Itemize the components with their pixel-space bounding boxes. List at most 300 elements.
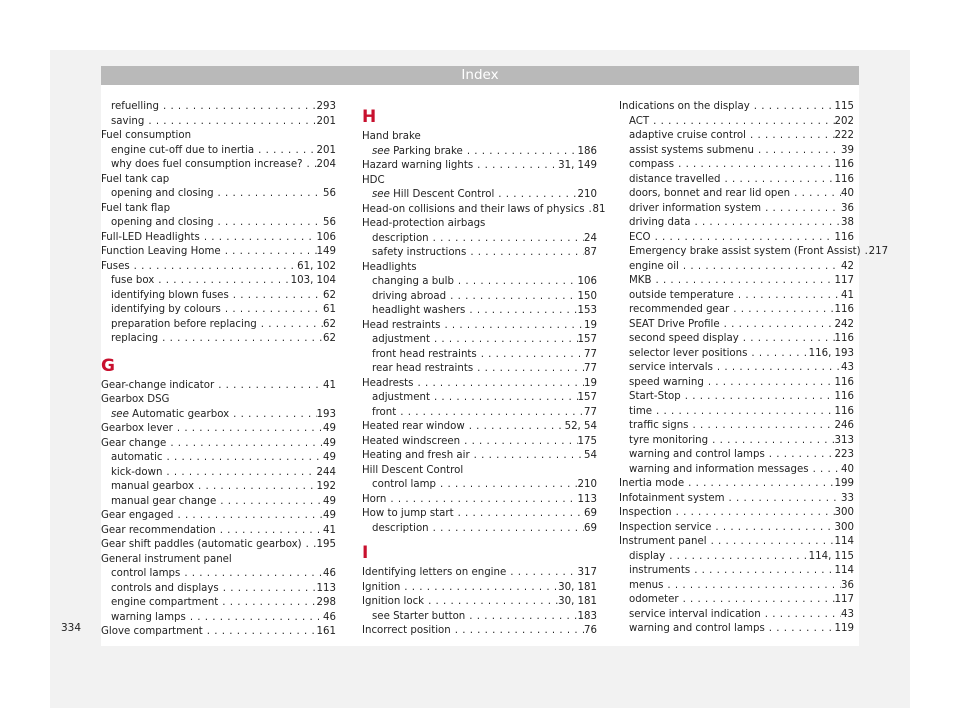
entry-term: Incorrect position <box>362 625 451 636</box>
dot-leader <box>180 567 323 582</box>
index-entry <box>362 217 597 232</box>
dot-leader <box>674 158 834 173</box>
entry-term: warning and control lamps <box>629 449 765 460</box>
index-entry <box>101 437 336 452</box>
entry-term: Inspection service <box>619 521 712 533</box>
dot-leader <box>173 509 323 524</box>
index-entry <box>101 202 336 217</box>
index-entry <box>619 434 854 449</box>
entry-page: 49 <box>323 437 336 449</box>
entry-page: 49 <box>323 452 336 463</box>
dot-leader <box>162 466 316 481</box>
entry-term: doors, bonnet and rear lid open <box>629 188 791 199</box>
dot-leader <box>200 231 317 246</box>
dot-leader <box>734 289 841 304</box>
entry-term: warning and information messages <box>629 463 809 475</box>
dot-leader <box>711 521 834 536</box>
entry-page: 49 <box>323 495 336 507</box>
entry-term: Gear-change indicator <box>101 379 215 391</box>
dot-leader <box>302 538 317 553</box>
see-target: Automatic gearbox <box>132 408 230 420</box>
entry-page: 36 <box>841 579 854 591</box>
dot-leader <box>460 435 577 450</box>
index-entry <box>619 448 854 463</box>
index-entry <box>619 129 854 144</box>
entry-term: second speed display <box>629 333 739 344</box>
entry-term: Function Leaving Home <box>101 246 221 257</box>
entry-page: 204 <box>316 159 336 170</box>
dot-leader <box>173 422 323 437</box>
entry-page: 62 <box>323 289 336 301</box>
entry-term: Ignition <box>362 581 401 593</box>
entry-page: 40 <box>841 188 854 199</box>
entry-term: Gear recommendation <box>101 524 216 536</box>
index-entry <box>619 115 854 130</box>
index-entry <box>619 492 854 507</box>
entry-term: Headrests <box>362 377 414 389</box>
entry-page: 46 <box>323 611 336 623</box>
index-entry <box>101 422 336 437</box>
entry-term: rear head restraints <box>372 363 474 374</box>
index-entry <box>101 625 336 640</box>
dot-leader <box>663 579 841 594</box>
index-entry <box>619 245 889 260</box>
index-entry <box>101 187 336 202</box>
index-entry <box>101 129 336 144</box>
entry-page: 87 <box>584 247 597 258</box>
entry-term: display <box>629 550 666 562</box>
entry-page: 43 <box>841 362 854 373</box>
entry-term: engine cut-off due to inertia <box>111 144 255 156</box>
entry-page: 19 <box>584 319 597 331</box>
dot-leader <box>747 347 808 362</box>
entry-term: preparation before replacing <box>111 318 257 330</box>
dot-leader <box>430 391 578 406</box>
entry-page: 117 <box>834 275 854 286</box>
dot-leader <box>214 216 323 231</box>
index-entry <box>619 506 854 521</box>
entry-page: 56 <box>323 188 336 199</box>
index-entry <box>362 203 606 218</box>
entry-term: Gear change <box>101 437 167 449</box>
entry-page: 183 <box>577 610 597 622</box>
dot-leader <box>721 173 835 188</box>
dot-leader <box>219 582 317 597</box>
see-target: Parking brake <box>393 145 463 157</box>
index-entry <box>101 115 336 130</box>
entry-page: 41 <box>841 289 854 301</box>
entry-term: SEAT Drive Profile <box>629 318 720 330</box>
entry-term: driving data <box>629 217 691 228</box>
index-entry <box>362 406 597 421</box>
dot-leader <box>229 289 323 304</box>
entry-page: 210 <box>577 189 597 200</box>
entry-term: engine compartment <box>111 597 219 608</box>
entry-page: 76 <box>584 625 597 636</box>
dot-leader <box>585 203 593 218</box>
dot-leader <box>809 463 841 478</box>
dot-leader <box>477 348 584 363</box>
entry-page: 201 <box>316 115 336 127</box>
dot-leader <box>679 593 835 608</box>
entry-page: 69 <box>584 508 597 519</box>
entry-term: Inspection <box>619 507 672 518</box>
dot-leader <box>707 535 835 550</box>
entry-page: 38 <box>841 217 854 228</box>
entry-page: 43 <box>841 608 854 620</box>
entry-term: Fuel tank flap <box>101 202 171 214</box>
entry-term: control lamps <box>111 568 181 579</box>
index-entry <box>619 608 854 623</box>
entry-page: 62 <box>323 318 336 330</box>
entry-term: Infotainment system <box>619 492 725 504</box>
dot-leader <box>704 376 835 391</box>
dot-leader <box>429 522 584 537</box>
entry-page: 49 <box>323 510 336 521</box>
entry-page: 77 <box>584 363 597 374</box>
dot-leader <box>203 625 317 640</box>
index-entry <box>362 261 597 276</box>
entry-page: 186 <box>577 145 597 157</box>
entry-page: 103, 104 <box>290 275 336 286</box>
dot-leader <box>761 202 841 217</box>
index-entry <box>101 611 336 626</box>
dot-leader <box>761 608 841 623</box>
entry-term: Gearbox DSG <box>101 394 170 405</box>
dot-leader <box>465 304 577 319</box>
dot-leader <box>186 611 323 626</box>
dot-leader <box>720 318 835 333</box>
index-entry <box>101 451 336 466</box>
entry-page: 116 <box>834 391 854 402</box>
section-letter: H <box>362 107 377 127</box>
dot-leader <box>257 318 323 333</box>
entry-page: 222 <box>834 130 854 141</box>
entry-page: 46 <box>323 568 336 579</box>
dot-leader <box>254 144 316 159</box>
dot-leader <box>413 377 584 392</box>
index-entry <box>101 567 336 582</box>
entry-page: 193 <box>316 408 336 420</box>
entry-term: Full-LED Headlights <box>101 231 200 243</box>
entry-page: 117 <box>834 594 854 605</box>
index-entry <box>362 449 597 464</box>
index-entry <box>362 319 597 334</box>
entry-term: Hand brake <box>362 131 421 142</box>
dot-leader <box>451 624 584 639</box>
entry-page: 116 <box>834 333 854 344</box>
entry-page: 52, 54 <box>564 421 597 432</box>
index-entry <box>101 332 336 347</box>
dot-leader <box>229 408 316 423</box>
index-entry <box>619 477 854 492</box>
entry-term: Heated rear window <box>362 421 465 432</box>
entry-page: 244 <box>316 466 336 478</box>
index-entry <box>619 144 854 159</box>
entry-term: Instrument panel <box>619 536 707 547</box>
entry-term: Fuel consumption <box>101 130 192 141</box>
entry-term: compass <box>629 159 675 170</box>
entry-term: fuse box <box>111 275 155 286</box>
entry-term: saving <box>111 115 145 127</box>
dot-leader <box>665 550 808 565</box>
entry-term: description <box>372 232 429 244</box>
index-entry <box>619 347 854 362</box>
entry-page: 62 <box>323 333 336 344</box>
dot-leader <box>130 260 297 275</box>
entry-page: 157 <box>577 334 597 345</box>
dot-leader <box>429 232 584 247</box>
index-entry <box>362 130 597 145</box>
dot-leader <box>396 406 584 421</box>
entry-page: 116, 193 <box>808 347 854 359</box>
dot-leader <box>708 434 834 449</box>
dot-leader <box>750 100 835 115</box>
page-header: Index <box>101 66 859 85</box>
index-entry <box>101 582 336 597</box>
dot-leader <box>216 524 323 539</box>
entry-page: 223 <box>834 449 854 460</box>
entry-page: 157 <box>577 392 597 403</box>
dot-leader <box>166 437 323 452</box>
entry-term: time <box>629 405 653 417</box>
index-column-2 <box>362 100 606 639</box>
entry-term <box>111 408 229 423</box>
entry-term: recommended gear <box>629 304 730 315</box>
index-column-1 <box>101 100 336 640</box>
index-entry <box>362 174 597 189</box>
index-entry <box>101 509 336 524</box>
index-entry <box>619 361 854 376</box>
dot-leader <box>436 478 578 493</box>
entry-term: changing a bulb <box>372 276 454 287</box>
entry-page: 41 <box>323 524 336 536</box>
dot-leader <box>154 274 290 289</box>
entry-page: 115 <box>834 101 854 112</box>
entry-page: 210 <box>577 479 597 490</box>
index-entry <box>101 538 336 553</box>
index-entry <box>362 566 597 581</box>
index-entry <box>101 245 336 260</box>
entry-page: 242 <box>834 318 854 330</box>
index-entry <box>101 158 336 173</box>
dot-leader <box>473 159 558 174</box>
index-entry <box>619 419 854 434</box>
dot-leader <box>221 303 323 318</box>
index-entry <box>101 216 336 231</box>
entry-page: 106 <box>577 276 597 287</box>
entry-page: 195 <box>316 539 336 550</box>
entry-page: 300 <box>834 521 854 533</box>
entry-term: How to jump start <box>362 508 454 519</box>
dot-leader <box>746 129 835 144</box>
entry-page: 217 <box>868 246 889 257</box>
entry-term: Heated windscreen <box>362 435 461 447</box>
entry-term: menus <box>629 579 664 591</box>
index-entry <box>362 333 597 348</box>
index-entry <box>619 100 854 115</box>
entry-term: safety instructions <box>372 247 467 258</box>
dot-leader <box>739 332 835 347</box>
see-target: Hill Descent Control <box>393 189 495 200</box>
index-entry <box>619 173 854 188</box>
section-letter: I <box>362 543 369 563</box>
index-entry <box>362 246 597 261</box>
entry-term: why does fuel consumption increase? <box>111 159 303 170</box>
entry-page: 33 <box>841 492 854 504</box>
index-entry <box>101 100 336 115</box>
index-entry <box>362 290 597 305</box>
entry-term: service intervals <box>629 362 713 373</box>
entry-page: 202 <box>834 115 854 127</box>
entry-page: 40 <box>841 463 854 475</box>
index-entry <box>362 581 597 596</box>
entry-term: Ignition lock <box>362 596 425 607</box>
index-entry <box>619 405 854 420</box>
entry-term: Fuses <box>101 260 130 272</box>
entry-page: 293 <box>316 101 336 112</box>
index-entry <box>101 303 336 318</box>
index-entry <box>362 420 597 435</box>
entry-term: warning and control lamps <box>629 623 765 634</box>
dot-leader <box>729 303 834 318</box>
entry-term: front head restraints <box>372 348 477 360</box>
index-entry <box>619 579 854 594</box>
entry-term: tyre monitoring <box>629 434 709 446</box>
page-number: 334 <box>61 622 82 634</box>
entry-term: driver information system <box>629 202 762 214</box>
entry-term: speed warning <box>629 376 704 388</box>
dot-leader <box>690 564 834 579</box>
entry-term: traffic signs <box>629 420 689 431</box>
entry-page: 201 <box>316 144 336 156</box>
dot-leader <box>649 115 834 130</box>
entry-term: see Starter button <box>372 610 466 622</box>
entry-term: control lamp <box>372 479 437 490</box>
entry-term: Inertia mode <box>619 478 685 489</box>
index-entry <box>101 480 336 495</box>
entry-term: opening and closing <box>111 188 214 199</box>
dot-leader <box>465 420 565 435</box>
entry-page: 24 <box>584 232 597 244</box>
entry-term: MKB <box>629 275 652 286</box>
entry-term: Emergency brake assist system (Front Assist) <box>629 246 861 257</box>
entry-term: Head restraints <box>362 319 441 331</box>
dot-leader <box>163 451 324 466</box>
dot-leader <box>725 492 842 507</box>
entry-page: 36 <box>841 202 854 214</box>
entry-page: 199 <box>834 478 854 489</box>
entry-page: 150 <box>577 290 597 302</box>
dot-leader <box>159 100 317 115</box>
index-entry <box>619 158 854 173</box>
entry-term: ACT <box>629 115 650 127</box>
dot-leader <box>303 158 317 173</box>
entry-term: instruments <box>629 565 691 576</box>
entry-term: replacing <box>111 333 159 344</box>
entry-page: 31, 149 <box>558 160 597 171</box>
entry-page: 42 <box>841 260 854 272</box>
dot-leader <box>218 596 316 611</box>
entry-term: automatic <box>111 452 163 463</box>
entry-page: 298 <box>316 597 336 608</box>
entry-page: 116 <box>834 231 854 243</box>
entry-page: 114 <box>834 565 854 576</box>
dot-leader <box>194 480 317 495</box>
index-entry <box>362 610 597 625</box>
index-entry <box>619 593 854 608</box>
dot-leader <box>754 144 841 159</box>
index-entry <box>362 522 597 537</box>
index-entry <box>362 595 597 610</box>
entry-term: identifying by colours <box>111 304 221 315</box>
index-entry <box>101 553 336 568</box>
entry-page: 114 <box>834 536 854 547</box>
index-entry <box>101 173 336 188</box>
entry-page: 317 <box>577 567 597 578</box>
index-entry <box>101 144 336 159</box>
entry-page: 116 <box>834 405 854 417</box>
dot-leader <box>651 231 835 246</box>
dot-leader <box>473 362 584 377</box>
entry-page: 61, 102 <box>297 260 336 272</box>
entry-term <box>372 188 494 203</box>
dot-leader <box>651 274 834 289</box>
section-letter: G <box>101 355 115 376</box>
entry-page: 153 <box>577 305 597 316</box>
entry-page: 116 <box>834 173 854 185</box>
entry-page: 116 <box>834 304 854 315</box>
index-entry <box>619 550 854 565</box>
entry-term: odometer <box>629 594 679 605</box>
index-entry <box>619 202 854 217</box>
index-entry <box>101 596 336 611</box>
index-entry <box>362 478 597 493</box>
index-entry <box>362 145 597 160</box>
index-entry <box>619 463 854 478</box>
index-entry <box>619 274 854 289</box>
entry-term: Hill Descent Control <box>362 464 464 476</box>
see-reference: see <box>372 189 390 200</box>
entry-term: General instrument panel <box>101 553 232 565</box>
entry-term: Start-Stop <box>629 391 681 402</box>
entry-term: description <box>372 522 429 534</box>
entry-term: refuelling <box>111 101 159 112</box>
dot-leader <box>652 405 835 420</box>
dot-leader <box>688 419 834 434</box>
entry-term: Identifying letters on engine <box>362 567 507 578</box>
entry-page: 61 <box>323 304 336 315</box>
entry-page: 19 <box>584 377 597 389</box>
entry-page: 300 <box>834 507 854 518</box>
dot-leader <box>672 506 835 521</box>
entry-term: kick-down <box>111 466 163 478</box>
index-entry <box>619 303 854 318</box>
dot-leader <box>790 187 841 202</box>
index-entry <box>619 564 854 579</box>
entry-page: 39 <box>841 144 854 156</box>
entry-term: Hazard warning lights <box>362 160 474 171</box>
index-entry <box>362 493 597 508</box>
entry-page: 54 <box>584 450 597 461</box>
entry-term: distance travelled <box>629 173 721 185</box>
index-entry <box>101 260 336 275</box>
dot-leader <box>463 145 578 160</box>
index-entry <box>362 377 597 392</box>
entry-term: controls and displays <box>111 582 219 594</box>
entry-term: Heating and fresh air <box>362 450 470 461</box>
dot-leader <box>861 245 869 260</box>
